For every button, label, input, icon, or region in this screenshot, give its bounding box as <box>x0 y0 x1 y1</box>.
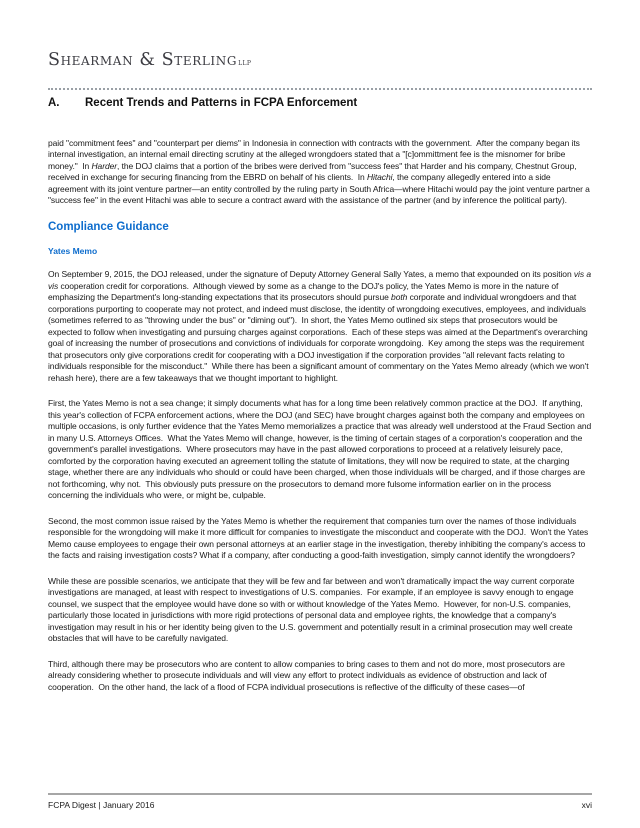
header-divider <box>48 88 592 90</box>
paragraph-while-scenarios: While these are possible scenarios, we anticipate that they will be few and far between and won't dramatically impact the way current corporate investigations are managed, at least with respect to investigations of U.S. companies. For example, if an employee is savvy enough to engage counsel, we suspect that the employee would have done so with or without knowledge of the Yates Memo. However, for non-U.S. companies, particularly those located in jurisdictions with more rigid protections of personal data and employee rights, the knowledge that a company's investigation may result in his or her identity being given to the U.S. government and potentially result in a criminal prosecution may well create obstacles that will have to be carefully navigated. <box>48 575 577 643</box>
footer-publication-label: FCPA Digest | January 2016 <box>48 800 155 810</box>
paragraph-second-takeaway: Second, the most common issue raised by the Yates Memo is whether the requirement that companies turn over the names of those individuals responsible for the wrongdoing will make it more difficult for companies to investigate the misconduct and cooperate with the DOJ. Won't the Yates Memo cause employees to engage their own personal attorneys at an earlier stage in the investigation, thereby inhibiting the company's access to the facts and raising investigation costs? What if a company, after conducting a good-faith investigation, simply cannot identify the wrongdoers? <box>48 515 591 560</box>
firm-logo-suffix: llp <box>238 58 252 67</box>
paragraph-carryover: paid "commitment fees" and "counterpart per diems" in Indonesia in connection with contracts with the government. After the company began its internal investigation, an internal email directing scrutiny at the alleged wrongdoers stated that a "[c]ommittment fee is the misnomer for bribe money." In Harder, the DOJ claims that a portion of the bribes were derived from "success fees" that Harder and his company, Chestnut Group, received in exchange for securing financing from the EBRD on behalf of his clients. In Hitachi, the company allegedly entered into a side agreement with its joint venture partner—an entity controlled by the ruling party in South Africa—where Hitachi would pay the joint venture partner a "success fee" in the event Hitachi was able to secure a contract award with the assistance of the partner (and by inference the political party). <box>48 137 593 205</box>
section-heading <box>48 97 592 111</box>
firm-logo-text: Shearman & Sterling <box>48 50 238 70</box>
paragraph-yates-overview: On September 9, 2015, the DOJ released, under the signature of Deputy Attorney General Sally Yates, a memo that expounded on its position vis a vis cooperation credit for corporations. Although viewed by some as a change to the DOJ's policy, the Yates Memo is more in the nature of emphasizing the Department's long-standing expectations that its prosecutors should pursue both corporate and individual wrongdoers and that corporations purporting to cooperate may not protect, and indeed must disclose, the identity of wrongdoing executives, employees, and individuals (sometimes referred to as "throwing under the bus" or "diming out"). In short, the Yates Memo outlined six steps that prosecutors would be expected to follow when investigating and pursuing charges against corporations. Each of these steps was aimed at the Department's overarching goal of increasing the number of prosecutions and convictions of individuals for corporate wrongdoing. Key among the steps was the requirement that prosecutors only give corporations credit for cooperating with a DOJ investigation if the corporation provides "all relevant facts relating to individuals responsible for the misconduct." While there has been a significant amount of commentary on the Yates Memo already (which we won't rehash here), there are a few takeaways that we thought important to highlight. <box>48 269 594 383</box>
section-number: A. <box>48 97 60 109</box>
paragraph-third-takeaway: Third, although there may be prosecutors who are content to allow companies to bring cases to them and not do more, most prosecutors are already considering whether to prosecute individuals and will view any effort to protect individuals as evidence of obstruction and lack of cooperation. On the other hand, the lack of a flood of FCPA individual prosecutions is reflective of the difficulty of these cases—of <box>48 658 568 692</box>
paragraph-first-takeaway: First, the Yates Memo is not a sea change; it simply documents what has for a long time been relatively common practice at the DOJ. If anything, this year's collection of FCPA enforcement actions, where the DOJ (and SEC) have brought charges against both the company and employees on multiple occasions, is only further evidence that the Yates Memo memorializes a practice that was already well understood at the Fraud Section and in many U.S. Attorneys Offices. What the Yates Memo will change, however, is the timing of certain stages of a corporation's cooperation and the government's parallel investigations. Where prosecutors may have in the past allowed corporations to proceed at a relatively leisurely pace, comforted by the corporation having executed an agreement tolling the statute of limitations, they will now be required to state, at the charging stage, whether there are any individuals who should or could have been charged, when those individuals will be charged, and if those charges are not forthcoming, why not. This obviously puts pressure on the prosecutors to demand more fulsome information earlier on in the process concerning the individuals who were, or might be, culpable. <box>48 398 594 500</box>
document-body <box>48 138 592 694</box>
section-title: Recent Trends and Patterns in FCPA Enforcement <box>85 97 358 109</box>
footer-page-number: xvi <box>581 800 592 810</box>
page-footer <box>48 793 592 810</box>
yates-memo-subheading: Yates Memo <box>48 246 98 256</box>
compliance-guidance-heading: Compliance Guidance <box>48 220 169 233</box>
firm-logo <box>48 50 592 73</box>
